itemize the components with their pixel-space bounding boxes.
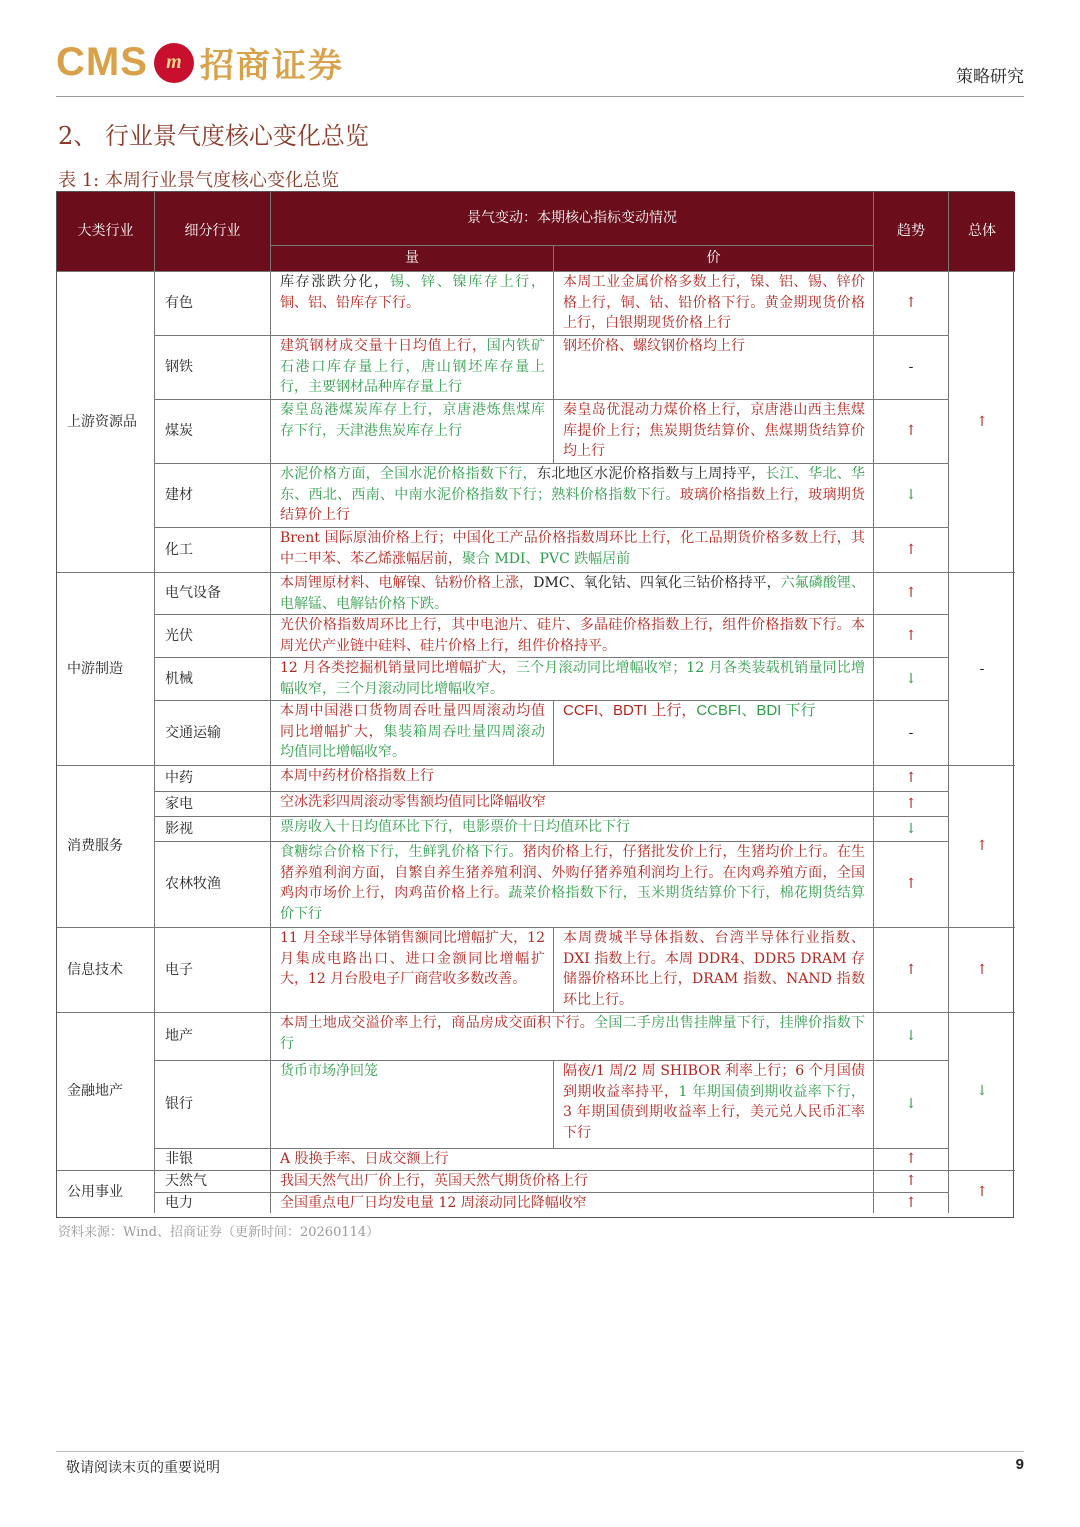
subindustry-electronics: 电子 [155,928,271,1013]
bank-trend: ↓ [874,1061,949,1149]
header-category: 大类行业 [57,192,155,272]
page-number: 9 [1015,1456,1024,1473]
subindustry-power: 电力 [155,1193,271,1213]
header-trend: 趋势 [874,192,949,272]
electronics-trend: ↑ [874,928,949,1013]
electronics-price: 本周费城半导体指数、台湾半导体行业指数、DXI 指数上行。本周 DDR4、DDR5 DRAM 存储器价格环比上行，DRAM 指数、NAND 指数环比上行。 [554,928,874,1013]
disclaimer-note: 敬请阅读末页的重要说明 [66,1460,220,1476]
machinery-detail: 12 月各类挖掘机销量同比增幅扩大，三个月滚动同比增幅收窄；12 月各类装载机销量同比增幅收窄，三个月滚动同比增幅收窄。 [271,658,874,701]
header-boom-change: 景气变动：本期核心指标变动情况 [271,192,874,246]
coal-trend: ↑ [874,400,949,464]
subindustry-nonferrous: 有色 [155,272,271,336]
machinery-trend: ↓ [874,658,949,701]
overall-finance: ↓ [949,1013,1015,1171]
appliance-detail: 空冰洗彩四周滚动零售额均值同比降幅收窄 [271,792,874,817]
film-trend: ↓ [874,817,949,842]
subindustry-steel: 钢铁 [155,336,271,400]
power-trend: ↑ [874,1193,949,1213]
power-detail: 全国重点电厂日均发电量 12 周滚动同比降幅收窄 [271,1193,874,1213]
subindustry-nonbank: 非银 [155,1149,271,1171]
subindustry-tcm: 中药 [155,766,271,792]
logo-badge-icon: m [154,43,194,83]
subindustry-gas: 天然气 [155,1171,271,1193]
category-consumer: 消费服务 [57,766,155,928]
table-caption: 表 1: 本周行业景气度核心变化总览 [58,170,339,191]
category-finance: 金融地产 [57,1013,155,1171]
logo-chinese-name: 招商证券 [199,46,344,86]
cms-logo [56,38,344,87]
industry-boom-table [56,191,1014,1218]
subindustry-film: 影视 [155,817,271,842]
gas-trend: ↑ [874,1171,949,1193]
subindustry-transport: 交通运输 [155,701,271,766]
category-utility: 公用事业 [57,1171,155,1213]
building-trend: ↓ [874,464,949,528]
subindustry-agri: 农林牧渔 [155,842,271,928]
overall-midstream: - [949,573,1015,766]
subindustry-pv: 光伏 [155,615,271,658]
data-source: 资料来源：Wind、招商证券（更新时间：20260114） [58,1225,380,1240]
subindustry-machinery: 机械 [155,658,271,701]
category-midstream: 中游制造 [57,573,155,766]
nonferrous-volume: 库存涨跌分化，锡、锌、镍库存上行，铜、铝、铅库存下行。 [271,272,554,336]
agri-detail: 食糖综合价格下行，生鲜乳价格下行。猪肉价格上行，仔猪批发价上行，生猪均价上行。在生猪养殖利润方面，自繁自养生猪养殖利润、外购仔猪养殖利润均上行。在肉鸡养殖方面，全国鸡肉市场价上行，肉鸡苗价格上行。蔬菜价格指数下行，玉米期货结算价下行，棉花期货结算价下行 [271,842,874,928]
agri-trend: ↑ [874,842,949,928]
header-volume: 量 [271,246,554,272]
overall-utility: ↑ [976,1183,988,1200]
tcm-detail: 本周中药材价格指数上行 [271,766,874,792]
nonferrous-trend: ↑ [874,272,949,336]
category-it: 信息技术 [57,928,155,1013]
header-divider [56,96,1024,97]
chemical-trend: ↑ [874,528,949,573]
realestate-detail: 本周土地成交溢价率上行，商品房成交面积下行。全国二手房出售挂牌量下行，挂牌价指数下行 [271,1013,874,1061]
subindustry-bank: 银行 [155,1061,271,1149]
transport-volume: 本周中国港口货物周吞吐量四周滚动均值同比增幅扩大，集装箱周吞吐量四周滚动均值同比增幅收窄。 [271,701,554,766]
chemical-detail: Brent 国际原油价格上行；中国化工产品价格指数周环比上行，化工品期货价格多数上行，其中二甲苯、苯乙烯涨幅居前，聚合 MDI、PVC 跌幅居前 [271,528,874,573]
coal-volume: 秦皇岛港煤炭库存上行，京唐港炼焦煤库存下行，天津港焦炭库存上行 [271,400,554,464]
subindustry-electrical: 电气设备 [155,573,271,615]
bank-price: 隔夜/1 周/2 周 SHIBOR 利率上行；6 个月国债到期收益率持平，1 年期国债到期收益率下行，3 年期国债到期收益率上行，美元兑人民币汇率下行 [554,1061,874,1149]
bank-volume: 货币市场净回笼 [271,1061,554,1149]
subindustry-chemical: 化工 [155,528,271,573]
transport-trend: - [874,701,949,766]
overall-it: ↑ [949,928,1015,1013]
film-detail: 票房收入十日均值环比下行，电影票价十日均值环比下行 [271,817,874,842]
subindustry-realestate: 地产 [155,1013,271,1061]
header-price: 价 [554,246,874,272]
report-type: 策略研究 [956,67,1024,87]
pv-detail: 光伏价格指数周环比上行，其中电池片、硅片、多晶硅价格指数上行，组件价格指数下行。本周光伏产业链中硅料、硅片价格上行，组件价格持平。 [271,615,874,658]
nonbank-detail: A 股换手率、日成交额上行 [271,1149,874,1171]
realestate-trend: ↓ [874,1013,949,1061]
gas-detail: 我国天然气出厂价上行，英国天然气期货价格上行 [271,1171,874,1193]
steel-volume: 建筑钢材成交量十日均值上行，国内铁矿石港口库存量上行，唐山钢坯库存量上行，主要钢材品种库存量上行 [271,336,554,400]
page-header [56,38,1024,98]
section-title: 2、 行业景气度核心变化总览 [58,122,369,150]
electrical-detail: 本周锂原材料、电解镍、钴粉价格上涨，DMC、氧化钴、四氧化三钴价格持平，六氟磷酸锂、电解锰、电解钴价格下跌。 [271,573,874,615]
subindustry-building: 建材 [155,464,271,528]
nonferrous-price: 本周工业金属价格多数上行，镍、铝、锡、锌价格上行，铜、钴、铅价格下行。黄金期现货价格上行，白银期现货价格上行 [554,272,874,336]
header-overall: 总体 [949,192,1015,272]
category-upstream: 上游资源品 [57,272,155,573]
subindustry-coal: 煤炭 [155,400,271,464]
header-subindustry: 细分行业 [155,192,271,272]
electronics-volume: 11 月全球半导体销售额同比增幅扩大，12 月集成电路出口、进口金额同比增幅扩大，12 月台股电子厂商营收多数改善。 [271,928,554,1013]
coal-price: 秦皇岛优混动力煤价格上行，京唐港山西主焦煤库提价上行；焦炭期货结算价、焦煤期货结算价均上行 [554,400,874,464]
nonbank-trend: ↑ [874,1149,949,1171]
steel-price: 钢坯价格、螺纹钢价格均上行 [554,336,874,400]
steel-trend: - [874,336,949,400]
appliance-trend: ↑ [874,792,949,817]
overall-consumer: ↑ [949,766,1015,928]
pv-trend: ↑ [874,615,949,658]
footer-divider [56,1451,1024,1452]
electrical-trend: ↑ [874,573,949,615]
logo-text: CMS [56,40,148,84]
overall-upstream: ↑ [949,272,1015,573]
transport-price: CCFI、BDTI 上行，CCBFI、BDI 下行 [554,701,874,766]
tcm-trend: ↑ [874,766,949,792]
subindustry-appliance: 家电 [155,792,271,817]
building-detail: 水泥价格方面，全国水泥价格指数下行，东北地区水泥价格指数与上周持平，长江、华北、华东、西北、西南、中南水泥价格指数下行；熟料价格指数下行。玻璃价格指数上行，玻璃期货结算价上行 [271,464,874,528]
